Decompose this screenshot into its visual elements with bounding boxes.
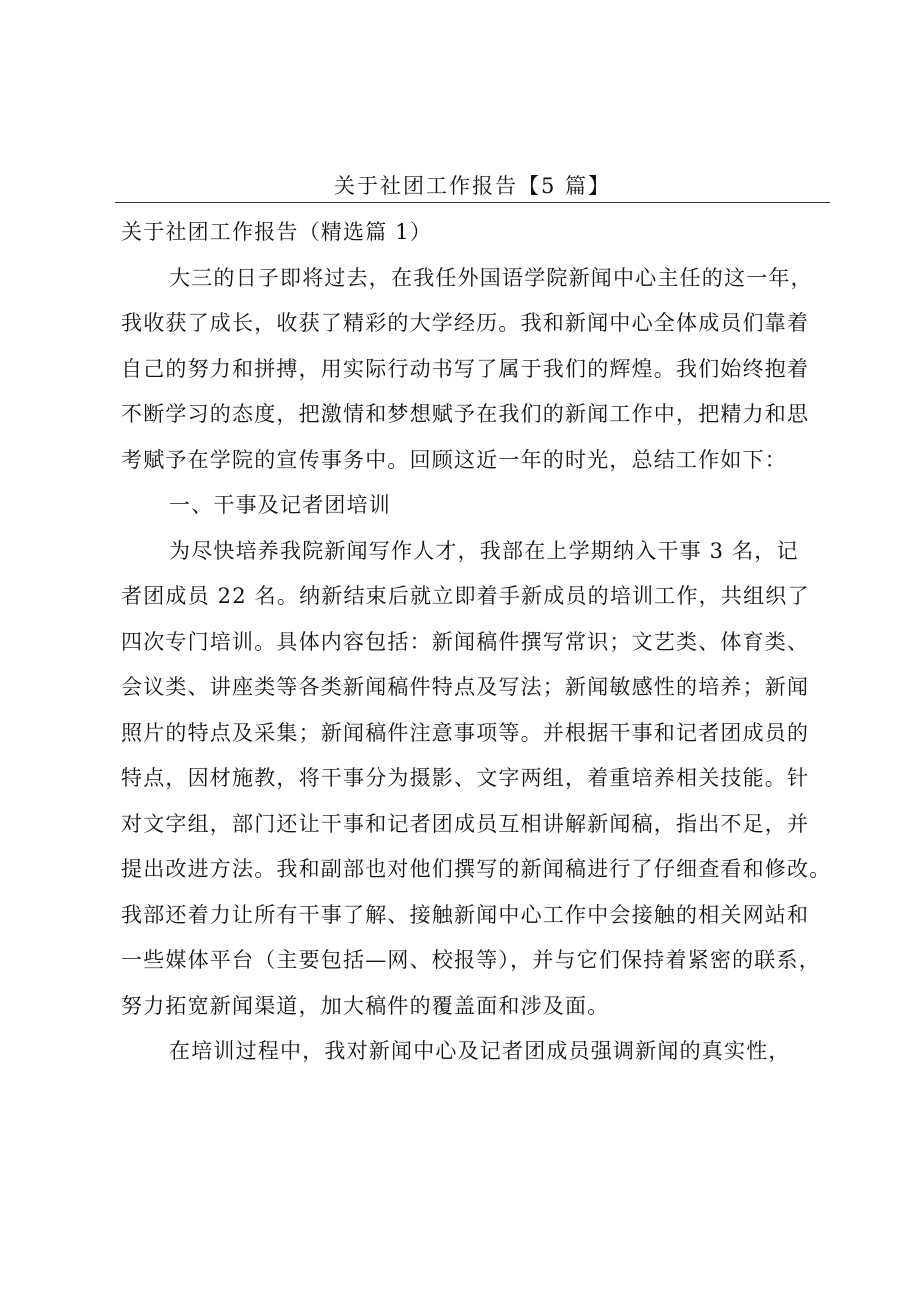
paragraph-line: 四次专门培训。具体内容包括：新闻稿件撰写常识；文艺类、体育类、 [121, 629, 810, 654]
paragraph-line: 我部还着力让所有干事了解、接触新闻中心工作中会接触的相关网站和 [121, 902, 810, 927]
paragraph-line: 提出改进方法。我和副部也对他们撰写的新闻稿进行了仔细查看和修改。 [121, 857, 832, 881]
section-title: 关于社团工作报告（精选篇 1） [121, 220, 433, 244]
header-divider [115, 202, 830, 203]
paragraph-line: 努力拓宽新闻渠道，加大稿件的覆盖面和涉及面。 [121, 993, 610, 1018]
paragraph-line: 者团成员 22 名。纳新结束后就立即着手新成员的培训工作，共组织了 [121, 584, 810, 608]
paragraph-line: 我收获了成长，收获了精彩的大学经历。我和新闻中心全体成员们靠着 [121, 311, 810, 335]
document-header-title: 关于社团工作报告【5 篇】 [333, 174, 612, 198]
subsection-heading: 一、干事及记者团培训 [169, 493, 391, 517]
paragraph-line: 特点，因材施教，将干事分为摄影、文字两组，着重培养相关技能。针 [121, 766, 810, 790]
paragraph-line: 照片的特点及采集；新闻稿件注意事项等。并根据干事和记者团成员的 [121, 720, 810, 745]
paragraph-line: 不断学习的态度，把激情和梦想赋予在我们的新闻工作中，把精力和思 [121, 402, 810, 426]
paragraph-line: 自己的努力和拼搏，用实际行动书写了属于我们的辉煌。我们始终抱着 [121, 356, 810, 381]
paragraph-line: 在培训过程中，我对新闻中心及记者团成员强调新闻的真实性， [169, 1039, 791, 1063]
paragraph-line: 对文字组，部门还让干事和记者团成员互相讲解新闻稿，指出不足，并 [121, 811, 810, 836]
paragraph-line: 考赋予在学院的宣传事务中。回顾这近一年的时光，总结工作如下： [121, 447, 787, 472]
paragraph-line: 大三的日子即将过去，在我任外国语学院新闻中心主任的这一年， [169, 265, 813, 290]
paragraph-line: 为尽快培养我院新闻写作人才，我部在上学期纳入干事 3 名，记 [169, 538, 799, 563]
paragraph-line: 会议类、讲座类等各类新闻稿件特点及写法；新闻敏感性的培养；新闻 [121, 675, 810, 699]
document-body [121, 210, 833, 1075]
paragraph-line: 一些媒体平台（主要包括—网、校报等），并与它们保持着紧密的联系， [121, 948, 821, 972]
